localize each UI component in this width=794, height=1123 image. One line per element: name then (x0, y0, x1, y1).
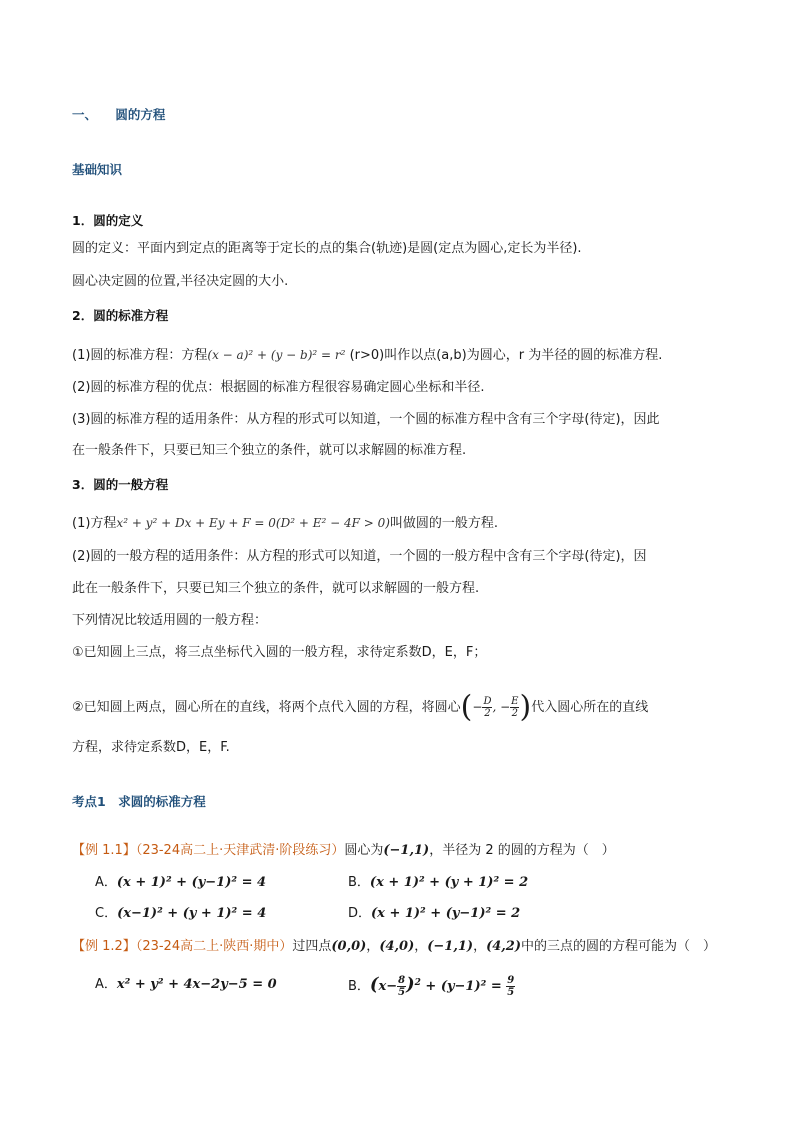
example-source: （23-24高二上·天津武清·阶段练习） (135, 843, 345, 858)
fraction-numerator: D (483, 696, 492, 707)
left-paren: ( (369, 974, 379, 995)
section-title (72, 105, 165, 123)
fraction-9-5 (506, 975, 515, 998)
standard-formula: (x − a)² + (y − b)² = r² (207, 348, 346, 362)
math-point: (−1,1) (427, 939, 474, 954)
option-b[interactable] (348, 966, 515, 1004)
example-1-1-stem (72, 841, 615, 861)
text-segment: 过四点 (292, 939, 332, 954)
option-label: A． (95, 977, 117, 992)
standard-equation-line-3: (3)圆的标准方程的适用条件：从方程的形式可以知道，一个圆的标准方程中含有三个字母(待定)，因此 (72, 412, 660, 427)
option-label: D． (348, 906, 372, 921)
definition-line-1: 圆的定义：平面内到定点的距离等于定长的点的集合(轨迹)是圆(定点为圆心,定长为半径). (72, 241, 582, 256)
general-equation-line-6 (72, 690, 648, 725)
text-segment: 中的三点的圆的方程可能为（ ） (521, 939, 717, 954)
section-number: 一、 (72, 107, 98, 122)
basic-knowledge-title: 基础知识 (72, 162, 123, 177)
left-paren: ( (460, 689, 473, 725)
option-formula: (x + 1)² + (y−1)² = 4 (116, 875, 267, 890)
formula-part: + (y−1)² = (425, 979, 502, 994)
text-segment: (r>0)叫作以点(a,b)为圆心，r 为半径的圆的标准方程. (349, 348, 663, 363)
standard-equation-line-2: (2)圆的标准方程的优点：根据圆的标准方程很容易确定圆心坐标和半径. (72, 380, 485, 395)
text-segment: ，半径为 2 的圆的方程为（ ） (429, 843, 615, 858)
fraction-denominator: 2 (484, 708, 491, 719)
text-segment: 圆心为 (344, 843, 384, 858)
option-formula: (x−1)² + (y + 1)² = 4 (117, 906, 267, 921)
option-c[interactable] (95, 904, 266, 924)
math-point: (0,0) (331, 939, 367, 954)
text-segment: 叫做圆的一般方程. (389, 516, 499, 531)
general-equation-line-1 (72, 513, 498, 534)
separator: ， (414, 939, 428, 954)
standard-equation-line-1 (72, 345, 662, 366)
option-label: B． (348, 875, 370, 890)
math-point: (4,2) (486, 939, 521, 954)
exponent: 2 (414, 978, 421, 988)
text-segment: (1)方程 (72, 516, 117, 531)
option-formula: (x + 1)² + (y + 1)² = 2 (369, 875, 529, 890)
general-equation-title: 3．圆的一般方程 (72, 477, 169, 492)
option-formula (369, 974, 515, 998)
right-paren: ) (519, 689, 532, 725)
text-segment: ②已知圆上两点，圆心所在的直线，将两个点代入圆的方程，将圆心 (72, 700, 461, 715)
option-label: C． (95, 906, 118, 921)
comma-minus: , − (492, 700, 511, 714)
standard-equation-line-4: 在一般条件下，只要已知三个独立的条件，就可以求解圆的标准方程. (72, 443, 467, 458)
definition-title: 1．圆的定义 (72, 213, 144, 228)
text-segment: (1)圆的标准方程：方程 (72, 348, 208, 363)
kaodian-title: 考点1 求圆的标准方程 (72, 794, 206, 809)
option-formula: (x + 1)² + (y−1)² = 2 (371, 906, 521, 921)
math-center: (−1,1) (383, 843, 430, 858)
general-equation-line-2: (2)圆的一般方程的适用条件：从方程的形式可以知道，一个圆的一般方程中含有三个字母(待定)，因 (72, 549, 647, 564)
fraction-denominator: 5 (398, 987, 406, 998)
math-point: (4,0) (379, 939, 415, 954)
option-label: A． (95, 875, 117, 890)
right-paren: ) (406, 974, 415, 995)
minus-sign: − (472, 700, 483, 714)
option-b[interactable] (348, 873, 528, 893)
example-tag: 【例 1.2】 (72, 939, 136, 954)
definition-line-2: 圆心决定圆的位置,半径决定圆的大小. (72, 274, 289, 289)
general-equation-line-5: ①已知圆上三点，将三点坐标代入圆的一般方程，求待定系数D，E，F； (72, 645, 487, 660)
fraction-numerator: 8 (398, 975, 406, 986)
fraction-denominator: 2 (511, 708, 518, 719)
example-tag: 【例 1.1】 (72, 843, 136, 858)
fraction-numerator: 9 (507, 975, 515, 986)
general-formula: x² + y² + Dx + Ey + F = 0(D² + E² − 4F > 0) (116, 516, 390, 530)
fraction-numerator: E (511, 696, 519, 707)
example-source: （23-24高二上·陕西·期中） (135, 939, 293, 954)
formula-part: x− (378, 979, 398, 994)
option-a[interactable] (95, 873, 266, 893)
option-label: B． (348, 979, 370, 994)
general-equation-line-7: 方程，求待定系数D，E，F. (72, 740, 230, 755)
text-segment: 代入圆心所在的直线 (531, 700, 649, 715)
standard-equation-title: 2．圆的标准方程 (72, 308, 169, 323)
option-formula: x² + y² + 4x−2y−5 = 0 (116, 977, 277, 992)
general-equation-line-4: 下列情况比较适用圆的一般方程： (72, 613, 268, 628)
fraction-8-5 (397, 975, 406, 998)
separator: ， (473, 939, 487, 954)
option-d[interactable] (348, 904, 520, 924)
fraction-denominator: 5 (507, 987, 515, 998)
general-equation-line-3: 此在一般条件下，只要已知三个独立的条件，就可以求解圆的一般方程. (72, 581, 480, 596)
separator: ， (366, 939, 380, 954)
example-1-2-stem (72, 937, 716, 957)
fraction-d (482, 696, 492, 719)
section-heading: 圆的方程 (115, 107, 166, 122)
option-a[interactable] (95, 975, 277, 995)
